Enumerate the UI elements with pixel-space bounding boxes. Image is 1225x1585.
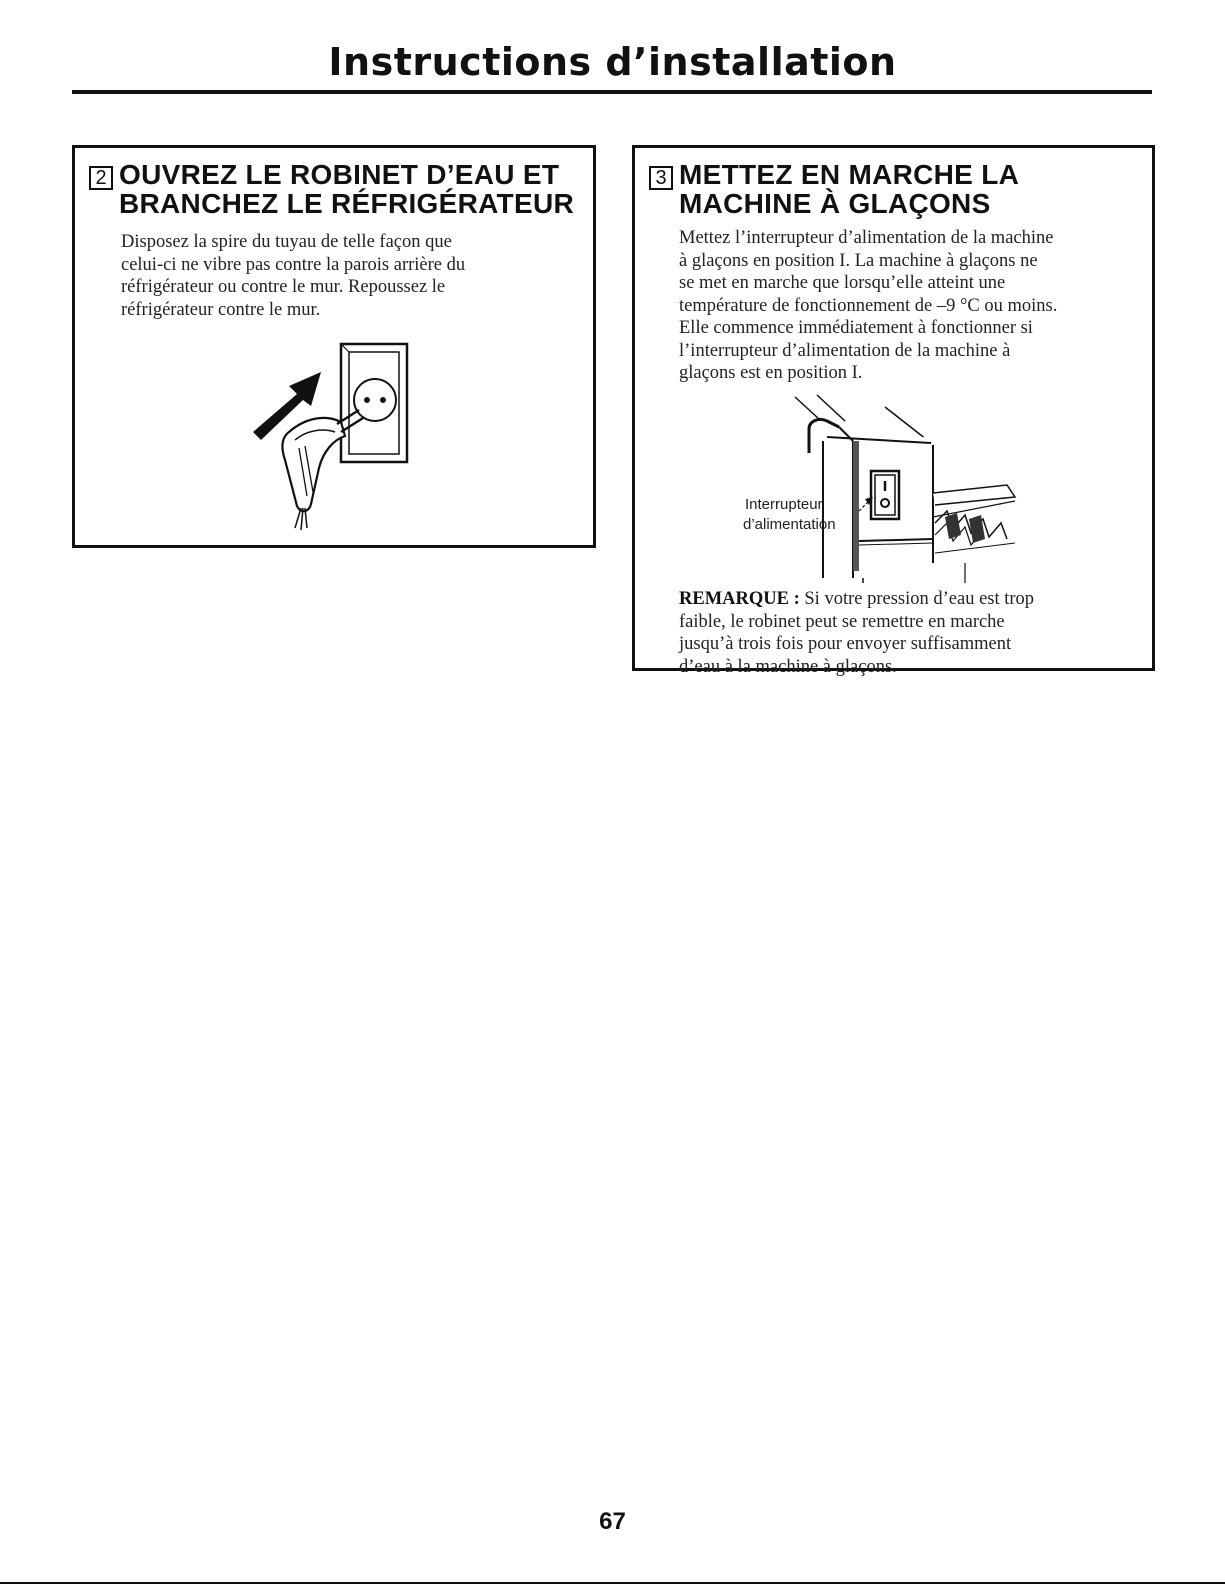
- step-3-body-line: Mettez l’interrupteur d’alimentation de la machine: [679, 228, 1054, 248]
- page-number: 67: [599, 1508, 626, 1535]
- step-2-body-line: Disposez la spire du tuyau de telle façon que: [121, 232, 452, 252]
- switch-label-line-1: Interrupteur: [745, 496, 823, 513]
- step-2-heading: [89, 160, 585, 218]
- step-3-heading: [649, 160, 1144, 218]
- step-3-body-line: à glaçons en position I. La machine à glaçons ne: [679, 250, 1038, 271]
- step-3-body-line: l’interrupteur d’alimentation de la machine à: [679, 340, 1011, 361]
- step-3-title-line-2: MACHINE À GLAÇONS: [679, 188, 991, 219]
- note-line: faible, le robinet peut se remettre en marche: [679, 611, 1005, 632]
- step-2-title: [119, 160, 585, 218]
- step-2-title-line-1: OUVREZ LE ROBINET D’EAU ET: [119, 159, 560, 190]
- switch-label-line-2: d’alimentation: [743, 516, 836, 533]
- page-title: Instructions d’installation: [328, 40, 897, 84]
- step-3-body-line: glaçons est en position I.: [679, 363, 863, 383]
- ice-maker-illustration: [735, 393, 1025, 583]
- note-line: jusqu’à trois fois pour envoyer suffisamment: [679, 634, 1012, 654]
- note-line: Si votre pression d’eau est trop: [804, 589, 1035, 609]
- wall-outlet-icon: [341, 344, 407, 462]
- step-3-box: [632, 145, 1155, 677]
- step-3-body-line: Elle commence immédiatement à fonctionner si: [679, 318, 1033, 338]
- step-2-body: [121, 231, 561, 321]
- step-3-title: [679, 160, 1144, 218]
- step-2-body-line: celui-ci ne vibre pas contre la parois arrière du: [121, 254, 466, 275]
- step-2-box: [72, 145, 596, 548]
- plug-outlet-illustration: [245, 336, 425, 536]
- step-3-body-line: se met en marche que lorsqu’elle atteint une: [679, 273, 1006, 293]
- note-label: REMARQUE :: [679, 589, 800, 609]
- step-2-body-line: réfrigérateur contre le mur.: [121, 299, 321, 320]
- step-3-body-line: température de fonctionnement de –9 °C ou moins.: [679, 295, 1058, 316]
- step-2-number: 2: [89, 166, 113, 190]
- bottom-rule: [0, 1582, 1225, 1584]
- step-3-body: [679, 227, 1144, 385]
- step-3-number: 3: [649, 166, 673, 190]
- step-2-title-line-2: BRANCHEZ LE RÉFRIGÉRATEUR: [119, 188, 574, 219]
- step-3-note: [679, 588, 1099, 678]
- note-line: d’eau à la machine à glaçons.: [679, 656, 897, 677]
- step-2-body-line: réfrigérateur ou contre le mur. Repoussez le: [121, 277, 446, 297]
- step-3-title-line-1: METTEZ EN MARCHE LA: [679, 159, 1020, 190]
- ice-maker-icon: [795, 395, 1015, 583]
- title-rule: [72, 90, 1152, 94]
